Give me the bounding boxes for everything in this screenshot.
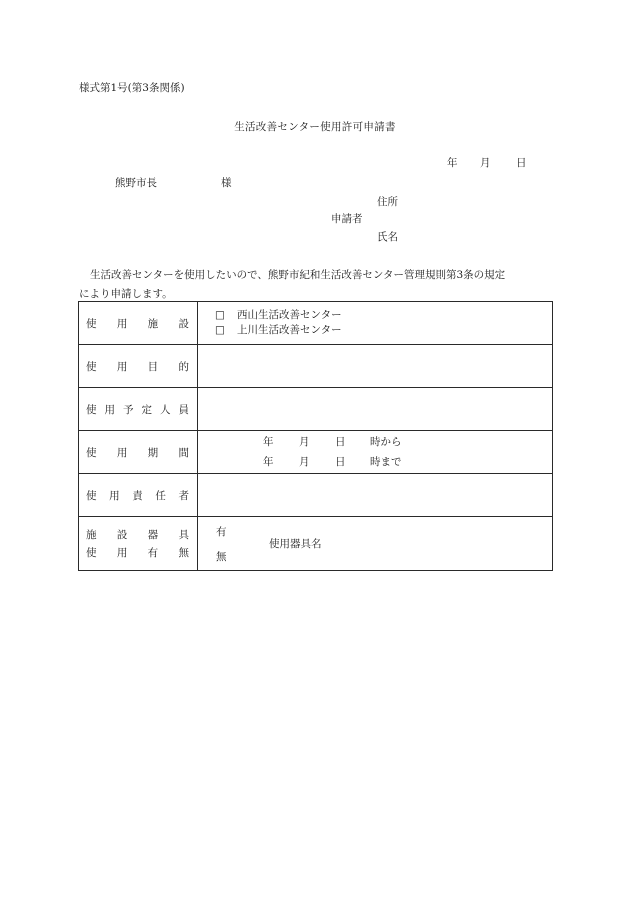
equipment-yes-option[interactable]: 有 [216, 525, 227, 538]
label-char: 人 [160, 403, 171, 416]
applicant-label: 申請者 [331, 213, 363, 225]
label-char: 使 [86, 489, 97, 502]
label-char: 設 [116, 529, 128, 541]
label-char: 員 [178, 403, 189, 416]
period-row [79, 431, 553, 474]
facility-option-kamikawa[interactable] [198, 323, 552, 338]
date-year: 年 [447, 157, 458, 169]
facility-label [79, 302, 198, 345]
label-char: 施 [86, 529, 97, 541]
date-month: 月 [480, 157, 491, 169]
label-char: 使 [86, 446, 97, 459]
label-char: 用 [104, 403, 115, 416]
facility-name: 上川生活改善センター [237, 324, 342, 336]
date-line [447, 156, 527, 170]
address-label: 住所 [377, 196, 398, 208]
addressee: 熊野市長 [115, 177, 157, 189]
label-char: 用 [116, 317, 128, 330]
label-char: 使 [86, 403, 97, 416]
label-char: 用 [116, 547, 128, 559]
label-char: 定 [141, 403, 152, 416]
label-char: 期 [147, 446, 159, 459]
label-char: 目 [147, 360, 159, 373]
name-label: 氏名 [377, 231, 398, 243]
label-char: 者 [178, 489, 189, 502]
label-char: 器 [147, 529, 159, 541]
label-char: 用 [116, 360, 128, 373]
label-char: 使 [86, 547, 97, 559]
equipment-field [198, 517, 553, 571]
equipment-label [79, 517, 198, 571]
facility-options [198, 302, 553, 345]
statement-line-1: 生活改善センターを使用したいので、熊野市紀和生活改善センター管理規則第3条の規定 [90, 269, 506, 281]
people-label [79, 388, 198, 431]
equipment-row [79, 517, 553, 571]
period-label [79, 431, 198, 474]
checkbox[interactable]: □ [215, 309, 225, 321]
form-number-label: 様式第1号(第3条関係) [79, 82, 185, 94]
label-char: 間 [178, 446, 189, 459]
label-char: 的 [178, 360, 189, 373]
application-statement [79, 266, 559, 304]
label-char: 具 [178, 529, 189, 541]
checkbox[interactable]: □ [215, 324, 225, 336]
label-char: 施 [147, 317, 159, 330]
date-day: 日 [516, 157, 527, 169]
label-char: 任 [155, 489, 166, 502]
label-char: 用 [116, 446, 128, 459]
people-field[interactable] [198, 388, 553, 431]
manager-label [79, 474, 198, 517]
equipment-name-label: 使用器具名 [269, 538, 322, 550]
label-char: 予 [123, 403, 134, 416]
label-char: 設 [178, 317, 189, 330]
document-title: 生活改善センター使用許可申請書 [234, 121, 396, 133]
label-char: 使 [86, 317, 97, 330]
purpose-row [79, 345, 553, 388]
facility-name: 西山生活改善センター [237, 309, 342, 321]
label-char: 責 [132, 489, 143, 502]
statement-line-2: により申請します。 [79, 288, 173, 300]
people-row [79, 388, 553, 431]
facility-option-nishiyama[interactable] [198, 308, 552, 323]
purpose-field[interactable] [198, 345, 553, 388]
honorific: 様 [221, 177, 232, 189]
manager-row [79, 474, 553, 517]
period-field[interactable] [198, 431, 553, 474]
purpose-label [79, 345, 198, 388]
label-char: 用 [109, 489, 120, 502]
manager-field[interactable] [198, 474, 553, 517]
usage-table [78, 301, 553, 571]
label-char: 無 [178, 547, 189, 559]
equipment-no-option[interactable]: 無 [216, 550, 227, 563]
label-char: 使 [86, 360, 97, 373]
period-from: 年 月 日 時から [263, 436, 402, 448]
facility-row [79, 302, 553, 345]
label-char: 有 [147, 547, 159, 559]
period-to: 年 月 日 時まで [263, 456, 402, 468]
